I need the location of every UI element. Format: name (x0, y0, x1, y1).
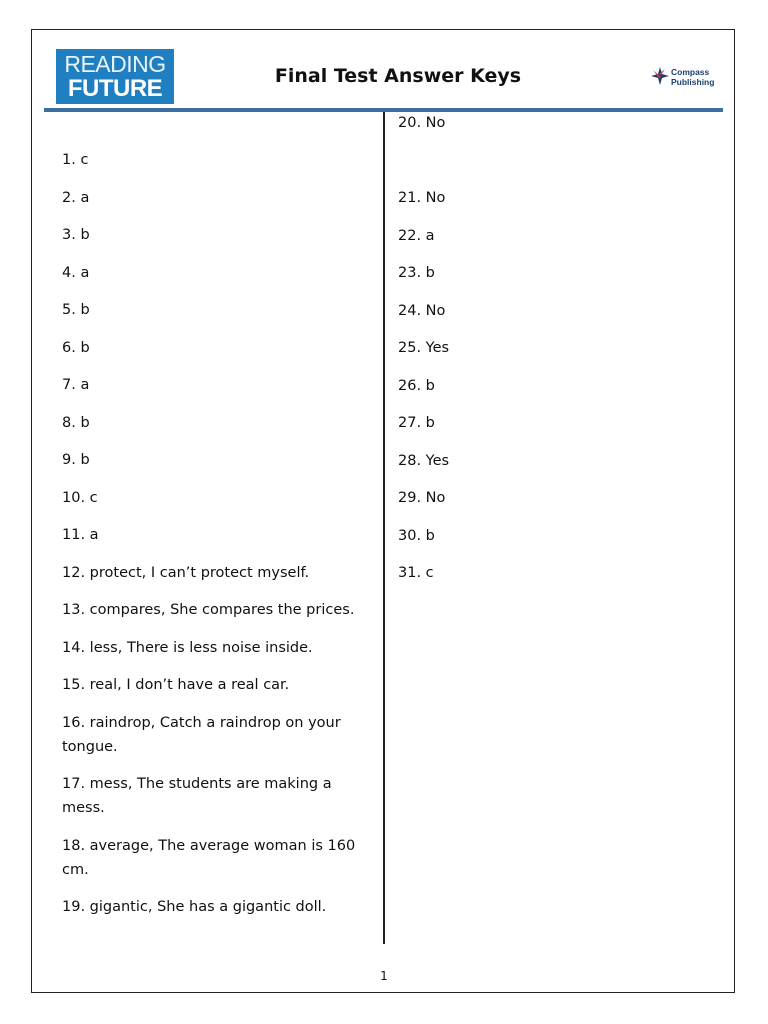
answer-item: 14. less, There is less noise inside. (62, 639, 313, 656)
answer-item: 1. c (62, 152, 89, 168)
page-title: Final Test Answer Keys (274, 65, 522, 87)
answer-item: 18. average, The average woman is 160 cm. (62, 837, 356, 878)
publisher-name-line2: Publishing (671, 77, 715, 87)
answer-item: 3. b (62, 227, 90, 243)
answer-item: 2. a (62, 189, 90, 206)
answer-item: 26. b (398, 377, 435, 394)
logo-text-top: READING (64, 51, 166, 77)
answer-item: 10. c (62, 489, 98, 506)
answer-item: 8. b (62, 414, 90, 431)
compass-star-icon (650, 66, 670, 86)
answer-item: 6. b (62, 339, 90, 356)
answer-item: 15. real, I don’t have a real car. (62, 677, 290, 693)
answer-item: 9. b (62, 452, 90, 468)
answer-item: 19. gigantic, She has a gigantic doll. (62, 899, 327, 915)
answer-item: 20. No (398, 115, 446, 131)
answer-item: 22. a (398, 227, 435, 244)
answer-item: 12. protect, I can’t protect myself. (62, 564, 310, 581)
answer-item: 21. No (398, 190, 446, 206)
answer-item: 31. c (398, 565, 434, 581)
answer-item: 27. b (398, 415, 435, 431)
logo-text-bottom: FUTURE (59, 77, 171, 101)
reading-future-logo (56, 49, 174, 104)
answer-item: 16. raindrop, Catch a raindrop on your tongue. (62, 714, 341, 755)
column-divider (383, 112, 385, 944)
answer-item: 7. a (62, 377, 90, 393)
answer-item: 5. b (62, 302, 90, 318)
answer-item: 28. Yes (398, 452, 450, 469)
answer-item: 30. b (398, 527, 435, 544)
publisher-name-line1: Compass (671, 67, 710, 77)
answers-right-column (398, 111, 708, 599)
publisher-logo (650, 66, 722, 88)
answer-item: 4. a (62, 264, 90, 281)
answer-item: 11. a (62, 527, 99, 543)
answer-item: 24. No (398, 302, 446, 319)
answer-item: 13. compares, She compares the prices. (62, 602, 355, 618)
answers-left-column (62, 148, 372, 933)
answer-item: 29. No (398, 490, 446, 506)
answer-item: 23. b (398, 265, 435, 281)
answer-item: 25. Yes (398, 340, 450, 356)
publisher-name (671, 67, 726, 87)
answer-item: 17. mess, The students are making a mess. (62, 776, 332, 816)
page-number: 1 (380, 969, 388, 983)
